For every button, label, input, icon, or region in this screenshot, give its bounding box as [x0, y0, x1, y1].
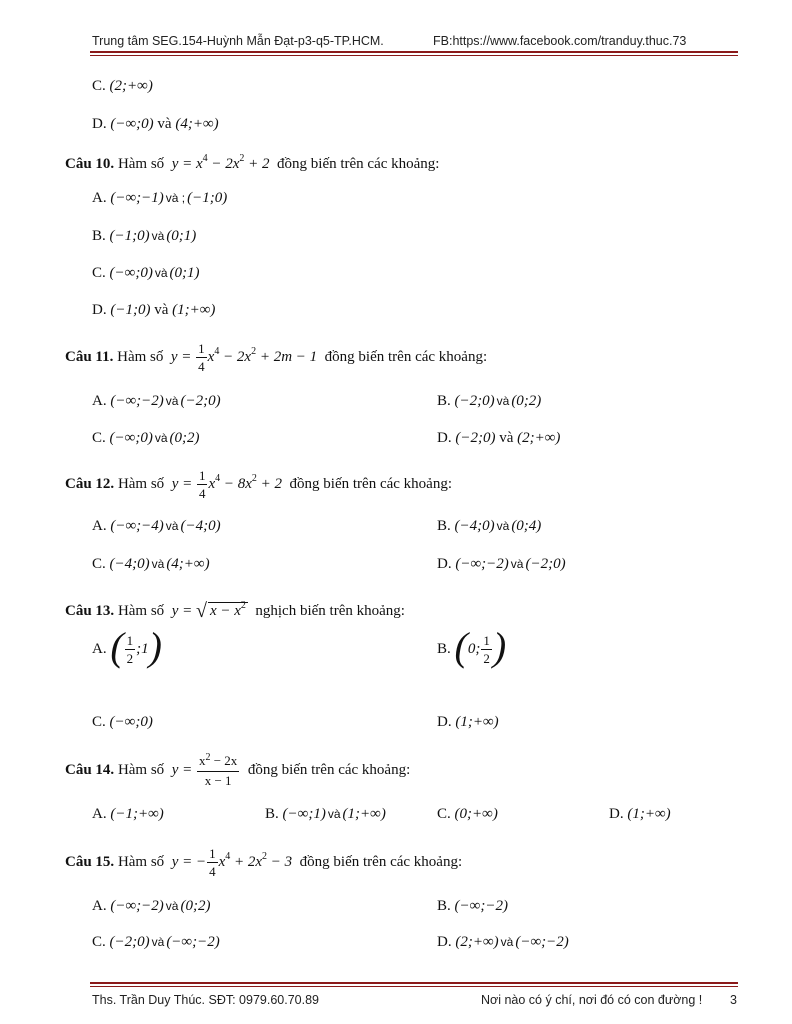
header-right: FB:https://www.facebook.com/tranduy.thuc.73 [433, 34, 687, 48]
q11-option-b: B. (−2;0) và (0;2) [437, 393, 542, 409]
q10-option-a: A. (−∞;−1) và ; (−1;0) [92, 190, 228, 206]
header-rule-top [90, 51, 738, 53]
q13-option-a: A. ( $\frac{1}{2}$ ;1) [92, 624, 162, 669]
q12-option-c: C. (−4;0) và (4;+∞) [92, 556, 210, 572]
q10-option-b: B. (−1;0) và (0;1) [92, 228, 197, 244]
q13-option-b: B. (0; $\frac{1}{2}$ ) [437, 624, 507, 669]
q10-option-c: C. (−∞;0) và (0;1) [92, 265, 200, 281]
q12-option-b: B. (−4;0) và (0;4) [437, 518, 542, 534]
q11-option-a: A. (−∞;−2) và (−2;0) [92, 393, 221, 409]
q12-option-d: D. (−∞;−2) và (−2;0) [437, 556, 566, 572]
q12-option-a: A. (−∞;−4) và (−4;0) [92, 518, 221, 534]
q11-stem: Câu 11. Hàm số y = $\frac{1}{4}$ $x^4 - 2x^2 + 2m - 1$ đồng biến trên các khoảng: [65, 341, 488, 374]
q14-option-b: B. (−∞;1) và (1;+∞) [265, 806, 386, 822]
q9-option-c: C. (2;+∞) [92, 78, 153, 94]
q15-option-d: D. (2;+∞) và (−∞;−2) [437, 934, 569, 950]
page-number: 3 [730, 993, 737, 1007]
q14-stem: Câu 14. Hàm số y = $\frac{x^2 - 2x}{x - 1}$ đồng biến trên các khoảng: [65, 752, 411, 788]
q15-option-a: A. (−∞;−2) và (0;2) [92, 898, 211, 914]
q14-option-a: A. (−1;+∞) [92, 806, 164, 822]
header-rule-bottom [90, 55, 738, 56]
q10-option-d: D. (−1;0) và (1;+∞) [92, 302, 216, 318]
q14-option-c: C. (0;+∞) [437, 806, 498, 822]
footer-rule-bottom [90, 986, 738, 987]
q13-stem: Câu 13. Hàm số y = √ $x - x^2$ nghịch biến trên khoảng: [65, 600, 405, 622]
q15-option-c: C. (−2;0) và (−∞;−2) [92, 934, 220, 950]
q11-option-c: C. (−∞;0) và (0;2) [92, 430, 200, 446]
footer-right: Nơi nào có ý chí, nơi đó có con đường ! [481, 993, 703, 1007]
footer-rule-top [90, 982, 738, 984]
q14-option-d: D. (1;+∞) [609, 806, 671, 822]
q15-stem: Câu 15. Hàm số y = − $\frac{1}{4}$ $x^4 + 2x^2 - 3$ đồng biến trên các khoảng: [65, 846, 463, 879]
header-left: Trung tâm SEG.154-Huỳnh Mẫn Đạt-p3-q5-TP.HCM. [92, 34, 384, 48]
q13-option-c: C. (−∞;0) [92, 714, 153, 730]
q9-option-d: D. (−∞;0) và (4;+∞) [92, 116, 219, 132]
q13-option-d: D. (1;+∞) [437, 714, 499, 730]
q12-stem: Câu 12. Hàm số y = $\frac{1}{4}$ $x^4 - 8x^2 + 2$ đồng biến trên các khoảng: [65, 468, 452, 501]
q15-option-b: B. (−∞;−2) [437, 898, 508, 914]
footer-left: Ths. Trần Duy Thúc. SĐT: 0979.60.70.89 [92, 993, 319, 1007]
q11-option-d: D. (−2;0) và (2;+∞) [437, 430, 561, 446]
q10-stem: Câu 10. Hàm số $y = x^4 - 2x^2 + 2$ đồng biến trên các khoảng: [65, 153, 440, 172]
